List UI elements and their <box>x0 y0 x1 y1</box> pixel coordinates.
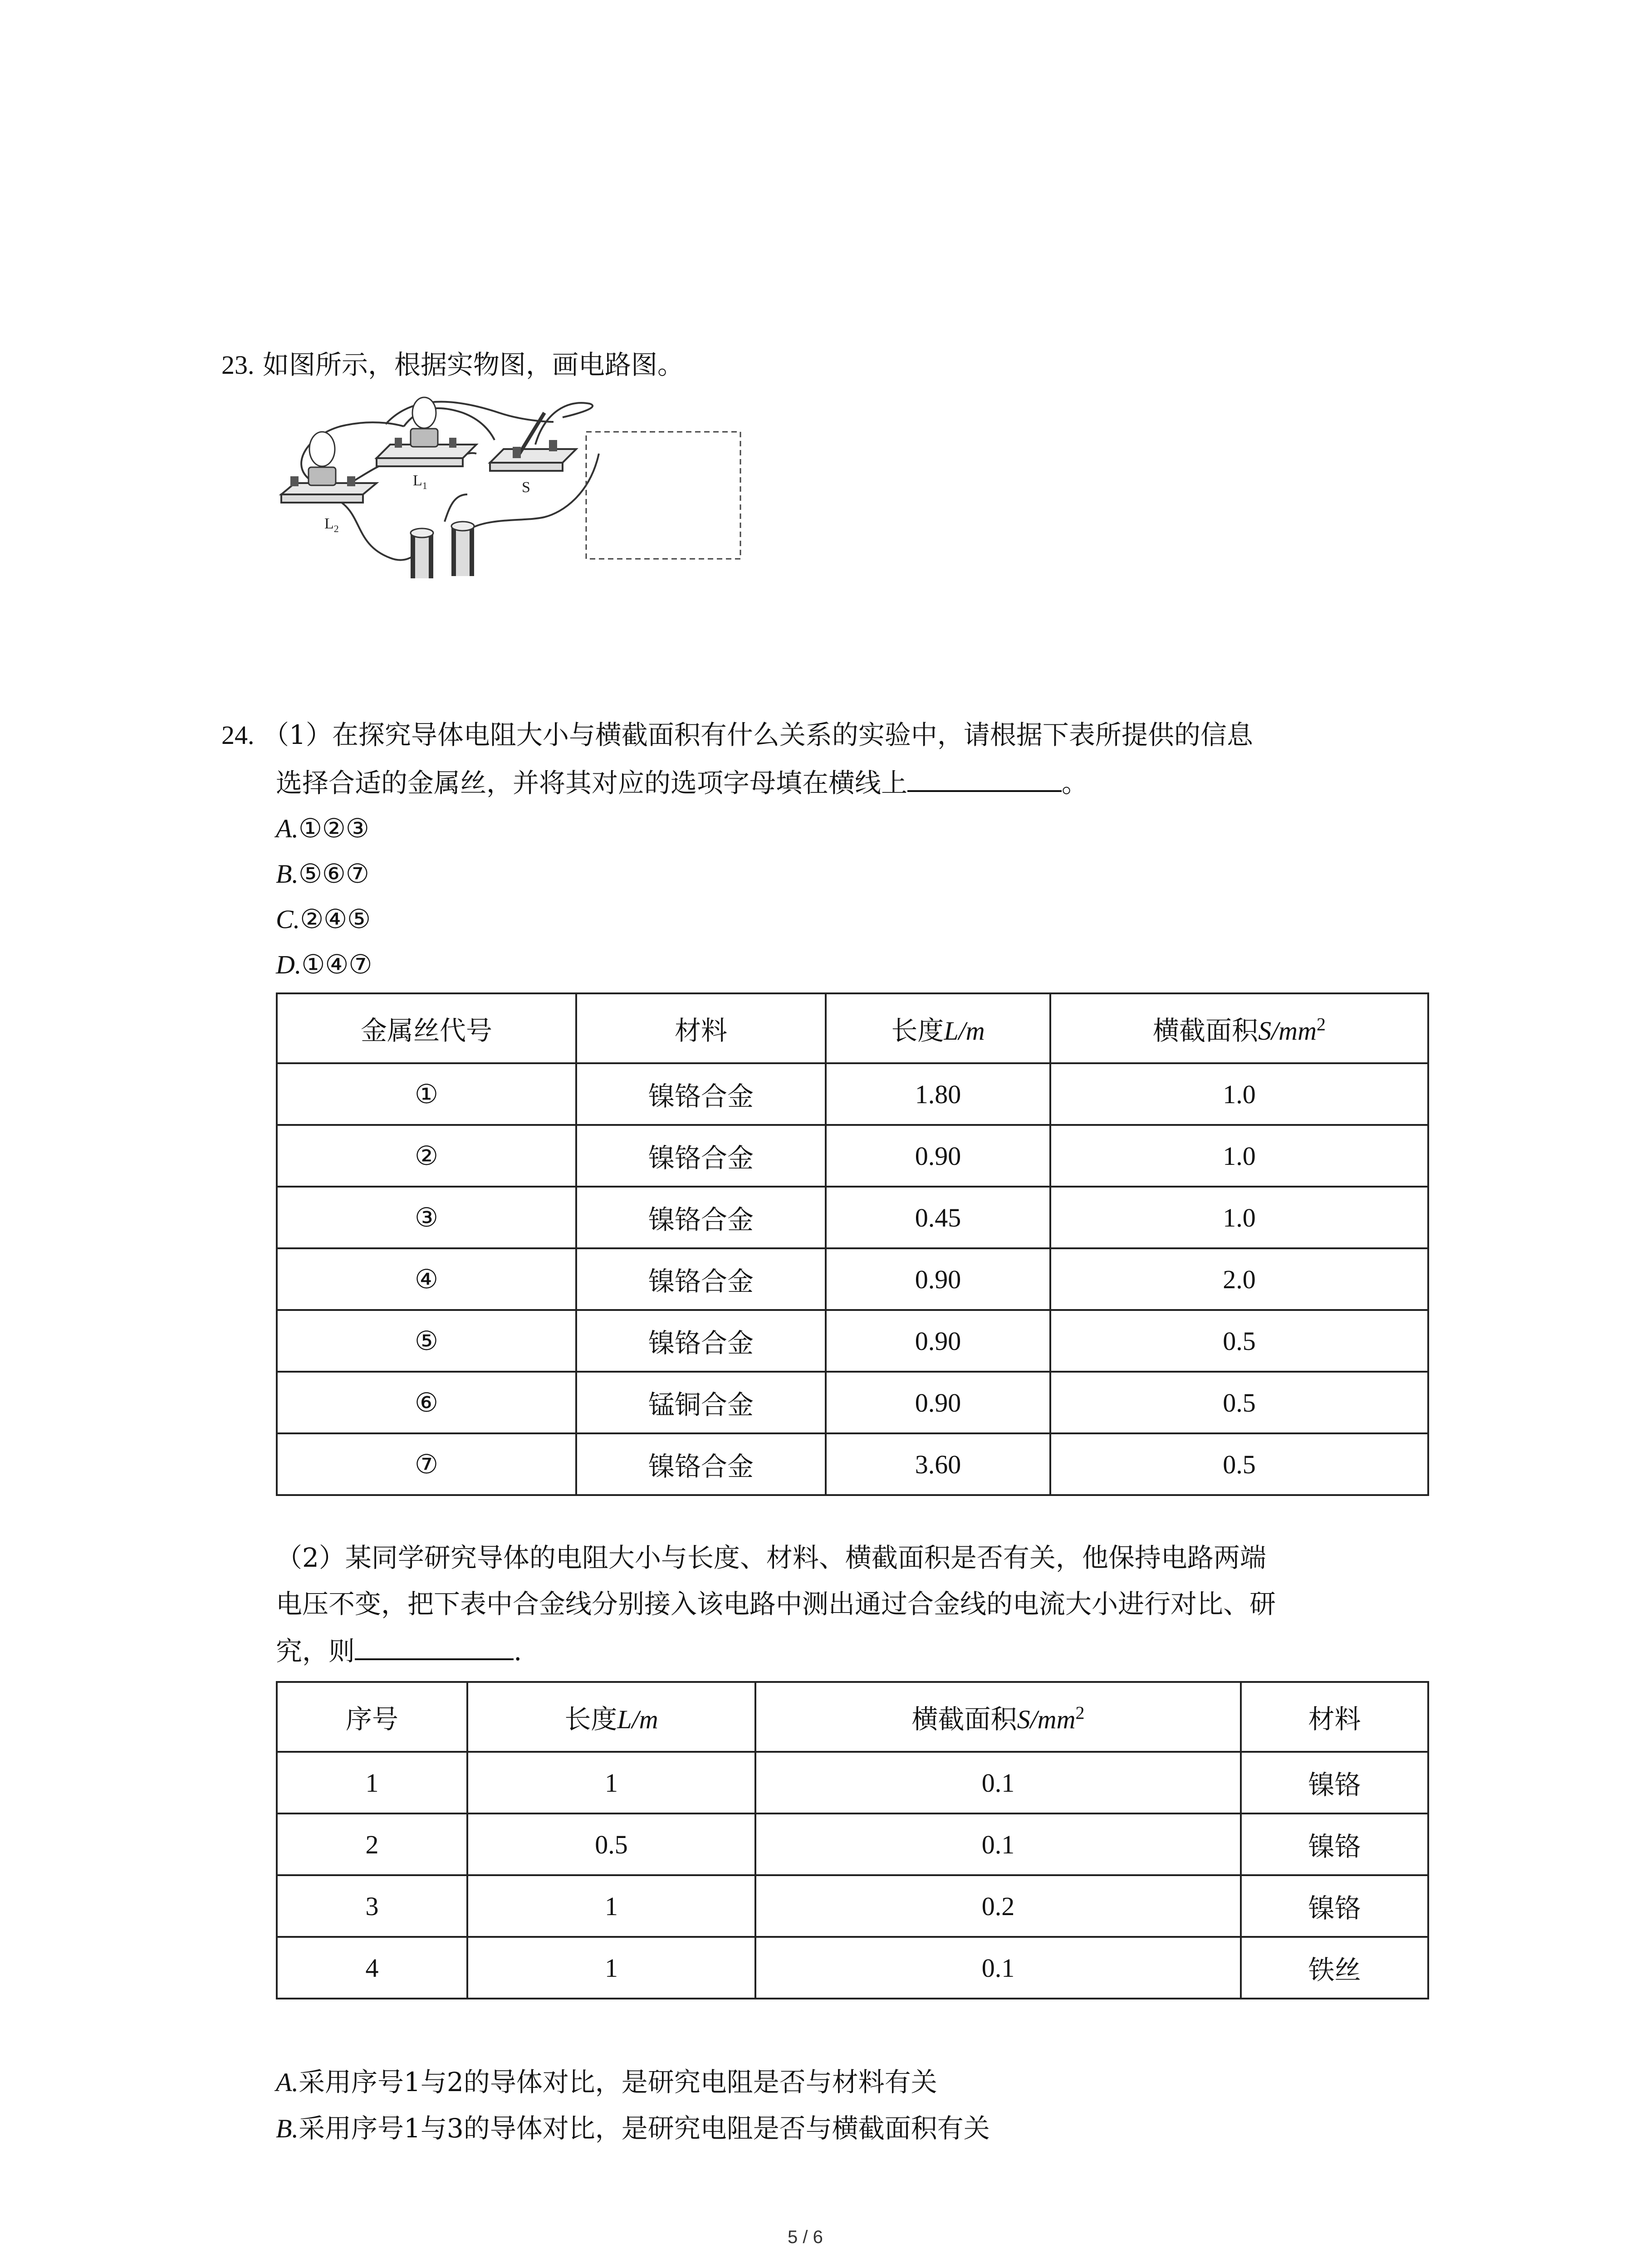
table-cell: 镍铬合金 <box>576 1433 826 1495</box>
header-cell: 材料 <box>1241 1682 1428 1752</box>
question-text: 电压不变，把下表中合金线分别接入该电路中测出通过合金线的电流大小进行对比、研 <box>276 1589 1276 1619</box>
question-text: 如图所示，根据实物图，画电路图。 <box>262 349 684 380</box>
question-24-line2 <box>276 764 1088 801</box>
table-cell: 4 <box>277 1937 467 1999</box>
question-24-part2-line2 <box>276 1586 1276 1622</box>
table-row <box>277 1248 1428 1310</box>
option-letter: A. <box>276 814 299 843</box>
option-text: 采用序号1与3的导体对比，是研究电阻是否与横截面积有关 <box>298 2113 990 2144</box>
question-text: 选择合适的金属丝，并将其对应的选项字母填在横线上 <box>276 767 908 798</box>
answer-box[interactable] <box>586 432 740 559</box>
table-row <box>277 1187 1428 1248</box>
answer-blank-2[interactable] <box>355 1632 514 1660</box>
table-cell: 0.5 <box>1050 1310 1428 1372</box>
table-cell: 0.90 <box>826 1248 1050 1310</box>
table-cell: 0.5 <box>1050 1433 1428 1495</box>
question-number: 24. <box>221 720 255 750</box>
table-header-row <box>277 993 1428 1063</box>
lamp-l1-icon <box>377 397 476 466</box>
table-cell: 0.2 <box>755 1875 1241 1937</box>
question-23 <box>221 347 684 383</box>
table-row <box>277 1937 1428 1999</box>
table-cell: 0.5 <box>1050 1372 1428 1433</box>
table-row <box>277 1125 1428 1187</box>
option-letter: A. <box>276 2068 299 2097</box>
table-cell: 锰铜合金 <box>576 1372 826 1433</box>
table-row <box>277 1875 1428 1937</box>
table-cell: 镍铬合金 <box>576 1248 826 1310</box>
table-row <box>277 1063 1428 1125</box>
header-cell: 长度L/m <box>467 1682 755 1752</box>
table-cell: ⑤ <box>277 1310 576 1372</box>
table-cell: 1 <box>467 1752 755 1813</box>
table-row <box>277 1372 1428 1433</box>
option-text: ①②③ <box>298 813 369 844</box>
table-cell: 1.0 <box>1050 1125 1428 1187</box>
table-cell: 2.0 <box>1050 1248 1428 1310</box>
label-s: S <box>522 479 530 496</box>
page-number: 5 / 6 <box>788 2227 823 2247</box>
table-cell: ③ <box>277 1187 576 1248</box>
switch-icon <box>490 413 576 471</box>
table-cell: ② <box>277 1125 576 1187</box>
table-cell: 0.90 <box>826 1125 1050 1187</box>
option-letter: D. <box>276 950 302 979</box>
table-row <box>277 1433 1428 1495</box>
question-text: （1）在探究导体电阻大小与横截面积有什么关系的实验中，请根据下表所提供的信息 <box>262 719 1253 750</box>
table-cell: 1.80 <box>826 1063 1050 1125</box>
table-cell: 镍铬合金 <box>576 1063 826 1125</box>
table-cell: 1 <box>277 1752 467 1813</box>
option-c[interactable] <box>276 901 371 938</box>
table-cell: 镍铬 <box>1241 1875 1428 1937</box>
table-cell: 0.5 <box>467 1813 755 1875</box>
option-text: ⑤⑥⑦ <box>298 858 369 889</box>
table-cell: 铁丝 <box>1241 1937 1428 1999</box>
question-text: 究，则 <box>276 1636 355 1667</box>
question-24-part2-line3 <box>276 1632 522 1669</box>
option-text: ②④⑤ <box>300 904 371 934</box>
circuit-diagram-figure <box>272 395 749 585</box>
table-cell: 0.90 <box>826 1310 1050 1372</box>
question-24-line1 <box>221 717 1253 753</box>
option-d[interactable] <box>276 946 372 983</box>
option-letter: C. <box>276 904 300 934</box>
label-l1: $L_1$ <box>413 472 427 491</box>
option-text: ①④⑦ <box>301 949 372 980</box>
table-cell: ① <box>277 1063 576 1125</box>
option-text: 采用序号1与2的导体对比，是研究电阻是否与材料有关 <box>298 2067 937 2097</box>
question-text: （2）某同学研究导体的电阻大小与长度、材料、横截面积是否有关，他保持电路两端 <box>276 1542 1266 1573</box>
option-2b[interactable] <box>276 2110 990 2147</box>
header-cell: 长度L/m <box>826 993 1050 1063</box>
table-row <box>277 1310 1428 1372</box>
option-2a[interactable] <box>276 2064 937 2101</box>
table-cell: 0.1 <box>755 1937 1241 1999</box>
header-cell: 序号 <box>277 1682 467 1752</box>
option-letter: B. <box>276 859 299 889</box>
header-cell: 横截面积$S/mm^2$ <box>755 1682 1241 1752</box>
table-cell: 镍铬合金 <box>576 1310 826 1372</box>
table-cell: 0.45 <box>826 1187 1050 1248</box>
lamp-l2-icon <box>281 432 377 503</box>
option-b[interactable] <box>276 855 369 892</box>
table-metal-wires <box>276 992 1429 1496</box>
battery-icon <box>411 522 474 578</box>
table-cell: 3.60 <box>826 1433 1050 1495</box>
table-header-row <box>277 1682 1428 1752</box>
table-cell: 镍铬 <box>1241 1813 1428 1875</box>
table-cell: 镍铬 <box>1241 1752 1428 1813</box>
question-24-part2-line1 <box>276 1540 1266 1576</box>
table-cell: 1 <box>467 1937 755 1999</box>
table-cell: 镍铬合金 <box>576 1125 826 1187</box>
table-cell: 0.90 <box>826 1372 1050 1433</box>
table-row <box>277 1813 1428 1875</box>
question-number: 23. <box>221 350 255 380</box>
answer-blank-1[interactable] <box>907 764 1062 792</box>
table-cell: 2 <box>277 1813 467 1875</box>
table-cell: ⑦ <box>277 1433 576 1495</box>
label-l2: $L_2$ <box>324 515 339 534</box>
header-cell: 材料 <box>576 993 826 1063</box>
table-alloy-wires <box>276 1681 1429 1999</box>
table-cell: 0.1 <box>755 1813 1241 1875</box>
header-cell: 横截面积$S/mm^2$ <box>1050 993 1428 1063</box>
table-cell: ④ <box>277 1248 576 1310</box>
option-letter: B. <box>276 2114 299 2143</box>
table-cell: 3 <box>277 1875 467 1937</box>
punctuation: . <box>514 1636 522 1667</box>
table-cell: 1 <box>467 1875 755 1937</box>
table-cell: 0.1 <box>755 1752 1241 1813</box>
table-row <box>277 1752 1428 1813</box>
punctuation: 。 <box>1062 767 1088 798</box>
table-cell: 1.0 <box>1050 1063 1428 1125</box>
table-cell: 1.0 <box>1050 1187 1428 1248</box>
option-a[interactable] <box>276 810 369 847</box>
table-cell: ⑥ <box>277 1372 576 1433</box>
table-cell: 镍铬合金 <box>576 1187 826 1248</box>
header-cell: 金属丝代号 <box>277 993 576 1063</box>
